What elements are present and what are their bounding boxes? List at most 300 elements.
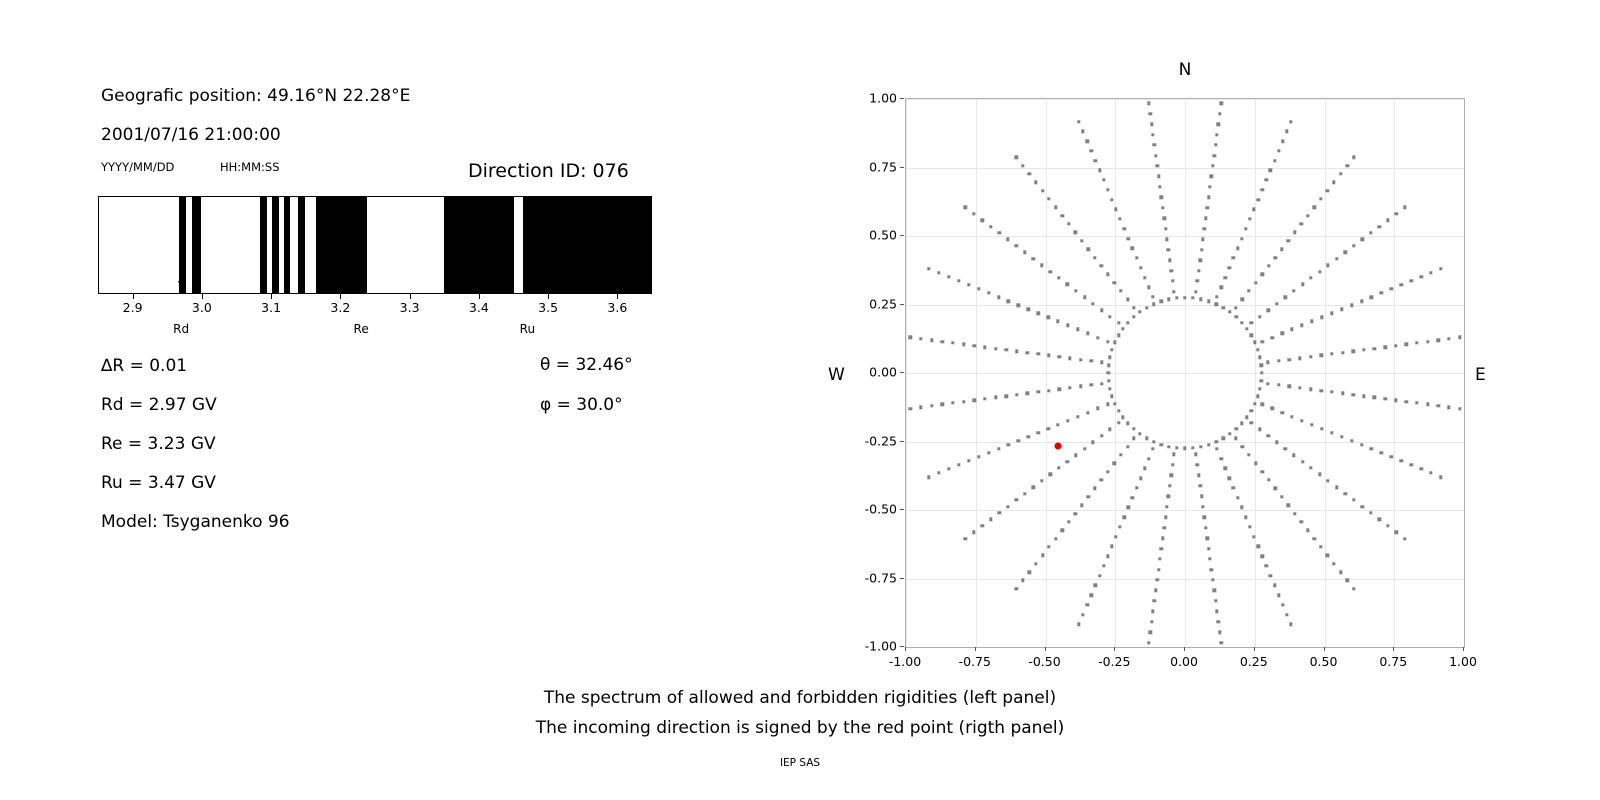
direction-grid-point bbox=[1204, 526, 1207, 529]
marker-label-ru: Ru bbox=[519, 322, 536, 336]
direction-grid-point bbox=[1320, 427, 1323, 430]
direction-grid-point bbox=[1066, 283, 1069, 286]
direction-grid-point bbox=[947, 467, 950, 470]
direction-grid-point bbox=[1113, 341, 1116, 344]
direction-grid-point bbox=[1015, 244, 1018, 247]
direction-grid-point bbox=[972, 531, 975, 534]
direction-grid-point bbox=[1300, 324, 1303, 327]
marker-arrow-ru-icon: ↑ bbox=[521, 276, 534, 294]
direction-grid-point bbox=[1309, 355, 1312, 358]
direction-grid-point bbox=[1215, 447, 1218, 450]
direction-grid-point bbox=[1017, 304, 1020, 307]
direction-grid-point bbox=[1352, 587, 1355, 590]
spectrum-panel bbox=[0, 0, 760, 640]
direction-grid-point bbox=[1340, 308, 1343, 311]
selected-direction-point bbox=[1055, 442, 1062, 449]
direction-grid-point bbox=[947, 275, 950, 278]
date-format-label: YYYY/MM/DD bbox=[101, 160, 175, 174]
direction-grid-point bbox=[1032, 257, 1035, 260]
direction-grid-point bbox=[1158, 557, 1161, 560]
y-axis-tick bbox=[900, 646, 904, 647]
direction-grid-point bbox=[1028, 570, 1031, 573]
direction-grid-point bbox=[1269, 574, 1272, 577]
direction-grid-point bbox=[1057, 466, 1060, 469]
direction-grid-point bbox=[1175, 446, 1178, 449]
direction-grid-point bbox=[1074, 453, 1077, 456]
direction-grid-point bbox=[1194, 453, 1197, 456]
direction-grid-point bbox=[1080, 239, 1083, 242]
time-format-label: HH:MM:SS bbox=[220, 160, 280, 174]
direction-grid-point bbox=[1236, 247, 1239, 250]
direction-grid-point bbox=[1119, 453, 1122, 456]
direction-grid-point bbox=[1403, 537, 1406, 540]
direction-grid-point bbox=[1126, 298, 1129, 301]
direction-grid-point bbox=[1214, 143, 1217, 146]
x-axis-tick-label: 2.9 bbox=[122, 300, 143, 315]
direction-grid-point bbox=[1090, 593, 1093, 596]
direction-grid-point bbox=[1256, 348, 1259, 351]
gridline-horizontal bbox=[906, 305, 1464, 306]
direction-grid-point bbox=[1287, 239, 1290, 242]
direction-grid-point bbox=[1207, 300, 1210, 303]
compass-west-label: W bbox=[828, 365, 845, 385]
direction-grid-point bbox=[1131, 247, 1134, 250]
direction-grid-point bbox=[1164, 516, 1167, 519]
direction-grid-point bbox=[1266, 382, 1269, 385]
direction-grid-point bbox=[1118, 217, 1121, 220]
direction-grid-point bbox=[1292, 453, 1295, 456]
direction-grid-point bbox=[1240, 506, 1243, 509]
direction-grid-point bbox=[1326, 554, 1329, 557]
direction-grid-point bbox=[1108, 428, 1111, 431]
direction-grid-point bbox=[1241, 298, 1244, 301]
direction-grid-point bbox=[1200, 248, 1203, 251]
x-axis-tick bbox=[410, 294, 411, 299]
direction-grid-point bbox=[1060, 214, 1063, 217]
direction-grid-point bbox=[1152, 440, 1155, 443]
direction-grid-point bbox=[1426, 403, 1429, 406]
direction-grid-point bbox=[1098, 169, 1101, 172]
direction-grid-point bbox=[1198, 258, 1201, 261]
x-axis-tick bbox=[271, 294, 272, 299]
direction-grid-point bbox=[1139, 266, 1142, 269]
direction-grid-point bbox=[1332, 562, 1335, 565]
direction-grid-point bbox=[1212, 154, 1215, 157]
direction-grid-point bbox=[1290, 328, 1293, 331]
direction-grid-point bbox=[1351, 350, 1354, 353]
direction-grid-point bbox=[1370, 447, 1373, 450]
direction-grid-point bbox=[1172, 290, 1175, 293]
direction-grid-point bbox=[927, 267, 930, 270]
direction-grid-point bbox=[1015, 393, 1018, 396]
gridline-horizontal bbox=[906, 442, 1464, 443]
direction-grid-point bbox=[1127, 237, 1130, 240]
direction-grid-point bbox=[973, 399, 976, 402]
direction-grid-point bbox=[997, 295, 1000, 298]
y-axis-tick bbox=[900, 441, 904, 442]
direction-grid-point bbox=[1277, 149, 1280, 152]
direction-grid-point bbox=[1154, 589, 1157, 592]
direction-grid-point bbox=[1191, 296, 1194, 299]
direction-grid-point bbox=[1256, 545, 1259, 548]
direction-grid-point bbox=[1149, 112, 1152, 115]
direction-grid-point bbox=[964, 537, 967, 540]
direction-grid-point bbox=[1310, 320, 1313, 323]
direction-grid-point bbox=[1021, 164, 1024, 167]
direction-grid-point bbox=[1165, 505, 1168, 508]
direction-grid-point bbox=[1096, 407, 1099, 410]
direction-grid-point bbox=[1352, 498, 1355, 501]
direction-grid-point bbox=[1212, 589, 1215, 592]
direction-grid-point bbox=[1234, 437, 1237, 440]
forbidden-band bbox=[298, 197, 306, 293]
direction-grid-point bbox=[1301, 283, 1304, 286]
x-axis-tick-label: 3.0 bbox=[191, 300, 212, 315]
direction-grid-point bbox=[1107, 363, 1110, 366]
caption-line-1: The spectrum of allowed and forbidden rigidities (left panel) bbox=[543, 688, 1057, 708]
direction-grid-point bbox=[1163, 217, 1166, 220]
direction-grid-point bbox=[1439, 267, 1442, 270]
direction-grid-point bbox=[1154, 154, 1157, 157]
direction-grid-point bbox=[1100, 478, 1103, 481]
direction-grid-point bbox=[1160, 300, 1163, 303]
x-axis-tick bbox=[975, 647, 976, 651]
direction-grid-point bbox=[1394, 399, 1397, 402]
direction-grid-point bbox=[1183, 296, 1186, 299]
direction-grid-point bbox=[1114, 535, 1117, 538]
direction-grid-point bbox=[1330, 390, 1333, 393]
direction-grid-point bbox=[1110, 395, 1113, 398]
direction-grid-point bbox=[951, 341, 954, 344]
direction-grid-point bbox=[1119, 289, 1122, 292]
direction-grid-point bbox=[1400, 459, 1403, 462]
direction-grid-point bbox=[998, 231, 1001, 234]
direction-grid-point bbox=[1217, 122, 1220, 125]
direction-grid-point bbox=[1235, 315, 1238, 318]
direction-grid-point bbox=[1100, 382, 1103, 385]
direction-grid-point bbox=[1345, 164, 1348, 167]
marker-arrow-rd-icon: ↑ bbox=[174, 276, 188, 294]
direction-grid-point bbox=[1079, 385, 1082, 388]
direction-grid-point bbox=[1244, 515, 1247, 518]
direction-grid-point bbox=[1234, 306, 1237, 309]
direction-grid-point bbox=[1090, 149, 1093, 152]
direction-grid-point bbox=[1211, 578, 1214, 581]
direction-grid-point bbox=[1360, 505, 1363, 508]
direction-grid-point bbox=[1252, 535, 1255, 538]
forbidden-band bbox=[192, 197, 201, 293]
forbidden-band bbox=[444, 197, 515, 293]
direction-grid-point bbox=[1210, 175, 1213, 178]
direction-grid-point bbox=[1289, 623, 1292, 626]
direction-grid-point bbox=[1458, 336, 1461, 339]
direction-grid-point bbox=[1254, 462, 1257, 465]
forbidden-band bbox=[272, 197, 279, 293]
direction-grid-point bbox=[1284, 447, 1287, 450]
direction-grid-point bbox=[1256, 395, 1259, 398]
direction-grid-point bbox=[1004, 348, 1007, 351]
direction-grid-point bbox=[1267, 434, 1270, 437]
direction-grid-point bbox=[1232, 256, 1235, 259]
direction-grid-point bbox=[941, 340, 944, 343]
direction-grid-point bbox=[1110, 198, 1113, 201]
direction-grid-point bbox=[1437, 404, 1440, 407]
direction-grid-point bbox=[1164, 227, 1167, 230]
direction-grid-point bbox=[1429, 271, 1432, 274]
direction-grid-point bbox=[1026, 351, 1029, 354]
direction-grid-point bbox=[1036, 390, 1039, 393]
direction-grid-point bbox=[1369, 231, 1372, 234]
direction-grid-point bbox=[1245, 416, 1248, 419]
y-axis-tick bbox=[900, 167, 904, 168]
direction-grid-point bbox=[1218, 112, 1221, 115]
direction-grid-point bbox=[1143, 467, 1146, 470]
direction-grid-point bbox=[1258, 315, 1261, 318]
direction-grid-point bbox=[1021, 579, 1024, 582]
direction-grid-point bbox=[1415, 341, 1418, 344]
direction-grid-point bbox=[973, 344, 976, 347]
direction-grid-point bbox=[1017, 439, 1020, 442]
direction-grid-point bbox=[1047, 545, 1050, 548]
y-axis-tick bbox=[900, 509, 904, 510]
y-axis-tick-label: 0.00 bbox=[869, 364, 897, 380]
direction-grid-point bbox=[994, 347, 997, 350]
direction-grid-point bbox=[1288, 385, 1291, 388]
direction-grid-point bbox=[1275, 441, 1278, 444]
x-axis-tick-label: 3.6 bbox=[607, 300, 628, 315]
direction-grid-point bbox=[1219, 641, 1222, 644]
direction-grid-point bbox=[1370, 295, 1373, 298]
x-axis-tick bbox=[1045, 647, 1046, 651]
direction-grid-point bbox=[1215, 133, 1218, 136]
direction-grid-point bbox=[1267, 308, 1270, 311]
direction-grid-point bbox=[1132, 306, 1135, 309]
direction-grid-point bbox=[1037, 312, 1040, 315]
direction-grid-point bbox=[1250, 409, 1253, 412]
direction-grid-point bbox=[1273, 256, 1276, 259]
direction-grid-point bbox=[1113, 402, 1116, 405]
direction-grid-point bbox=[1037, 431, 1040, 434]
direction-grid-point bbox=[1350, 439, 1353, 442]
direction-grid-point bbox=[983, 397, 986, 400]
direction-grid-point bbox=[994, 396, 997, 399]
direction-grid-point bbox=[1369, 511, 1372, 514]
direction-grid-point bbox=[930, 404, 933, 407]
direction-grid-point bbox=[1215, 610, 1218, 613]
rd-value: Rd = 2.97 GV bbox=[101, 395, 217, 415]
direction-grid-point bbox=[1074, 289, 1077, 292]
direction-grid-point bbox=[1161, 536, 1164, 539]
direction-grid-point bbox=[1158, 185, 1161, 188]
gridline-horizontal bbox=[906, 579, 1464, 580]
direction-grid-point bbox=[1127, 506, 1130, 509]
direction-grid-point bbox=[977, 287, 980, 290]
marker-label-rd: Rd bbox=[173, 322, 190, 336]
direction-grid-point bbox=[1224, 276, 1227, 279]
direction-grid-point bbox=[1265, 564, 1268, 567]
y-axis-tick-label: -0.25 bbox=[864, 433, 897, 448]
direction-grid-point bbox=[1345, 579, 1348, 582]
direction-grid-point bbox=[1343, 492, 1346, 495]
direction-grid-point bbox=[1288, 358, 1291, 361]
direction-grid-point bbox=[1362, 348, 1365, 351]
y-axis-tick-label: 0.50 bbox=[869, 227, 897, 243]
direction-grid-point bbox=[1106, 470, 1109, 473]
direction-grid-point bbox=[1006, 505, 1009, 508]
direction-grid-point bbox=[1036, 352, 1039, 355]
model-value: Model: Tsyganenko 96 bbox=[101, 512, 290, 532]
direction-grid-point bbox=[1439, 475, 1442, 478]
re-value: Re = 3.23 GV bbox=[101, 434, 216, 454]
x-axis-tick-label: -0.25 bbox=[1098, 654, 1131, 669]
direction-grid-point bbox=[1351, 393, 1354, 396]
direction-grid-point bbox=[1170, 474, 1173, 477]
direction-grid-point bbox=[1027, 435, 1030, 438]
direction-grid-point bbox=[1132, 315, 1135, 318]
direction-grid-point bbox=[1395, 531, 1398, 534]
direction-grid-point bbox=[1151, 447, 1154, 450]
direction-grid-point bbox=[1107, 379, 1110, 382]
direction-grid-point bbox=[1175, 296, 1178, 299]
direction-grid-point bbox=[1067, 520, 1070, 523]
direction-grid-point bbox=[1339, 172, 1342, 175]
direction-grid-point bbox=[1258, 387, 1261, 390]
direction-grid-point bbox=[1160, 196, 1163, 199]
direction-grid-point bbox=[1068, 356, 1071, 359]
direction-grid-point bbox=[1300, 222, 1303, 225]
direction-grid-point bbox=[1293, 231, 1296, 234]
direction-grid-point bbox=[1040, 479, 1043, 482]
forbidden-band bbox=[260, 197, 267, 293]
direction-grid-point bbox=[1126, 321, 1129, 324]
direction-grid-point bbox=[1139, 476, 1142, 479]
direction-grid-point bbox=[1090, 383, 1093, 386]
direction-grid-point bbox=[1113, 281, 1116, 284]
direction-grid-point bbox=[1073, 512, 1076, 515]
direction-grid-point bbox=[1132, 437, 1135, 440]
direction-grid-point bbox=[1437, 339, 1440, 342]
direction-grid-point bbox=[1284, 296, 1287, 299]
direction-grid-point bbox=[1196, 463, 1199, 466]
direction-grid-point bbox=[1067, 222, 1070, 225]
direction-grid-point bbox=[997, 447, 1000, 450]
x-axis-tick bbox=[905, 647, 906, 651]
direction-grid-point bbox=[1260, 379, 1263, 382]
direction-grid-point bbox=[1100, 308, 1103, 311]
direction-grid-point bbox=[1287, 503, 1290, 506]
direction-grid-point bbox=[1201, 238, 1204, 241]
direction-grid-point bbox=[1350, 304, 1353, 307]
direction-grid-point bbox=[1266, 361, 1269, 364]
direction-grid-point bbox=[1047, 197, 1050, 200]
caption-line-2: The incoming direction is signed by the red point (rigth panel) bbox=[535, 718, 1065, 738]
direction-grid-point bbox=[1110, 348, 1113, 351]
direction-grid-point bbox=[1383, 345, 1386, 348]
direction-grid-point bbox=[1114, 208, 1117, 211]
gridline-vertical bbox=[1464, 99, 1465, 647]
direction-grid-point bbox=[1403, 206, 1406, 209]
direction-grid-point bbox=[1046, 427, 1049, 430]
direction-grid-point bbox=[1228, 310, 1231, 313]
direction-map-panel bbox=[820, 60, 1560, 669]
direction-grid-point bbox=[1135, 486, 1138, 489]
direction-grid-point bbox=[962, 400, 965, 403]
direction-grid-point bbox=[1293, 512, 1296, 515]
direction-grid-point bbox=[1199, 298, 1202, 301]
direction-grid-point bbox=[1285, 613, 1288, 616]
gridline-horizontal bbox=[906, 236, 1464, 237]
direction-grid-point bbox=[1352, 155, 1355, 158]
direction-grid-point bbox=[1046, 316, 1049, 319]
direction-grid-point bbox=[1023, 492, 1026, 495]
direction-grid-point bbox=[1026, 392, 1029, 395]
direction-grid-point bbox=[1277, 383, 1280, 386]
x-axis-tick bbox=[1254, 647, 1255, 651]
x-axis-tick bbox=[340, 294, 341, 299]
direction-grid-point bbox=[1419, 467, 1422, 470]
direction-grid-point bbox=[1027, 308, 1030, 311]
direction-grid-point bbox=[1121, 416, 1124, 419]
direction-grid-point bbox=[1151, 610, 1154, 613]
direction-grid-point bbox=[1106, 403, 1109, 406]
direction-grid-point bbox=[919, 337, 922, 340]
direction-grid-point bbox=[1240, 321, 1243, 324]
direction-grid-point bbox=[1087, 495, 1090, 498]
direction-grid-point bbox=[1215, 440, 1218, 443]
direction-grid-point bbox=[937, 271, 940, 274]
direction-grid-point bbox=[1100, 361, 1103, 364]
direction-grid-point bbox=[1076, 415, 1079, 418]
direction-grid-point bbox=[1108, 315, 1111, 318]
direction-grid-point bbox=[1201, 505, 1204, 508]
direction-grid-point bbox=[1320, 389, 1323, 392]
direction-grid-point bbox=[1378, 518, 1381, 521]
y-axis-tick-label: 0.75 bbox=[869, 159, 897, 174]
direction-grid-point bbox=[1076, 328, 1079, 331]
direction-scatter-plot-area bbox=[905, 98, 1465, 648]
direction-grid-point bbox=[1240, 237, 1243, 240]
direction-grid-point bbox=[1150, 620, 1153, 623]
x-axis-tick-label: -0.50 bbox=[1028, 654, 1061, 669]
direction-grid-point bbox=[1261, 340, 1264, 343]
direction-grid-point bbox=[1250, 334, 1253, 337]
direction-grid-point bbox=[1447, 405, 1450, 408]
direction-grid-point bbox=[1156, 164, 1159, 167]
direction-grid-point bbox=[1300, 520, 1303, 523]
direction-grid-point bbox=[967, 283, 970, 286]
direction-grid-point bbox=[1261, 188, 1264, 191]
direction-grid-point bbox=[1197, 269, 1200, 272]
direction-grid-point bbox=[1122, 227, 1125, 230]
direction-grid-point bbox=[1007, 299, 1010, 302]
direction-grid-point bbox=[1023, 251, 1026, 254]
direction-grid-point bbox=[1258, 428, 1261, 431]
x-axis-tick-label: 3.5 bbox=[538, 300, 559, 315]
direction-grid-point bbox=[1343, 251, 1346, 254]
direction-grid-point bbox=[1167, 248, 1170, 251]
direction-grid-point bbox=[1047, 389, 1050, 392]
direction-grid-point bbox=[1077, 120, 1080, 123]
direction-grid-point bbox=[1306, 529, 1309, 532]
direction-grid-point bbox=[1040, 263, 1043, 266]
x-axis-tick-label: 3.4 bbox=[468, 300, 489, 315]
compass-east-label: E bbox=[1475, 365, 1486, 385]
direction-grid-point bbox=[983, 345, 986, 348]
spectrum-x-axis bbox=[98, 276, 652, 344]
direction-grid-point bbox=[1096, 336, 1099, 339]
direction-grid-point bbox=[1210, 568, 1213, 571]
direction-grid-point bbox=[957, 279, 960, 282]
